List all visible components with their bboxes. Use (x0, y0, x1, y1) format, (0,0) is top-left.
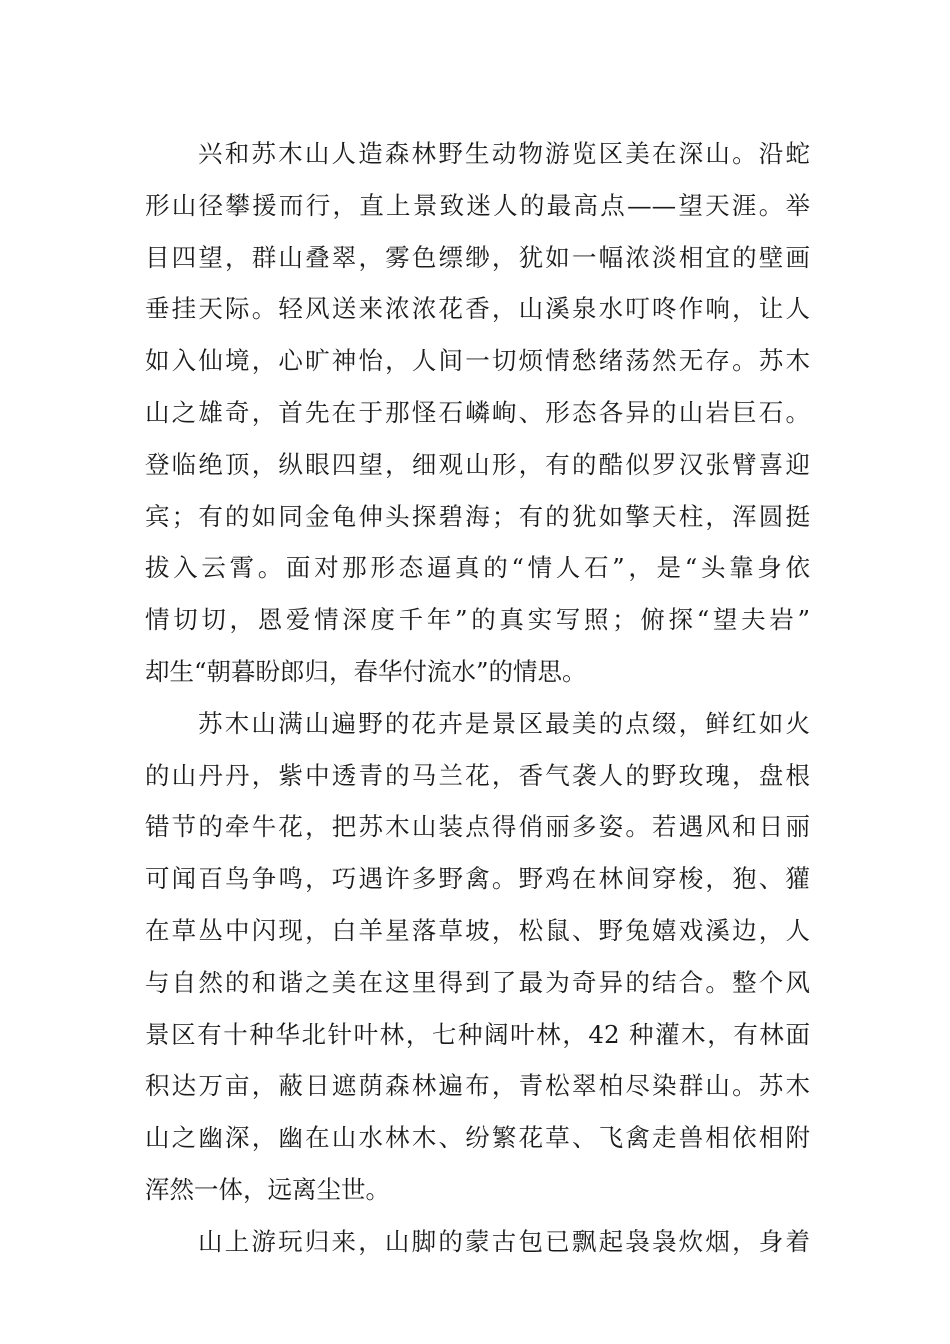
text-line: 浑然一体，远离尘世。 (145, 1174, 390, 1204)
text-line: 在草丛中闪现，白羊星落草坡，松鼠、野兔嬉戏溪边，人 (145, 915, 810, 945)
text-line: 拔入云霄。面对那形态逼真的“情人石”，是“头靠身依 (145, 553, 810, 583)
text-line: 形山径攀援而行，直上景致迷人的最高点——望天涯。举 (145, 190, 810, 220)
text-line: 景区有十种华北针叶林，七种阔叶林，42 种灌木，有林面 (145, 1019, 810, 1049)
text-line: 垂挂天际。轻风送来浓浓花香，山溪泉水叮咚作响，让人 (145, 294, 810, 324)
text-line: 可闻百鸟争鸣，巧遇许多野禽。野鸡在林间穿梭，狍、獾 (145, 864, 810, 894)
text-line: 苏木山满山遍野的花卉是景区最美的点缀，鲜红如火 (198, 708, 810, 738)
text-line: 宾；有的如同金龟伸头探碧海；有的犹如擎天柱，浑圆挺 (145, 501, 810, 531)
text-line: 山之幽深，幽在山水林木、纷繁花草、飞禽走兽相依相附 (145, 1123, 810, 1153)
text-line: 山之雄奇，首先在于那怪石嶙峋、形态各异的山岩巨石。 (145, 397, 810, 427)
text-line: 错节的牵牛花，把苏木山装点得俏丽多姿。若遇风和日丽 (145, 812, 810, 842)
text-line: 兴和苏木山人造森林野生动物游览区美在深山。沿蛇 (198, 139, 810, 168)
text-line: 登临绝顶，纵眼四望，细观山形，有的酷似罗汉张臂喜迎 (145, 449, 810, 479)
document-body (145, 128, 810, 1268)
text-line: 却生“朝暮盼郎归，春华付流水”的情思。 (145, 656, 587, 686)
text-line: 情切切，恩爱情深度千年”的真实写照；俯探“望夫岩” (145, 605, 810, 635)
text-line: 与自然的和谐之美在这里得到了最为奇异的结合。整个风 (145, 967, 810, 997)
text-line: 的山丹丹，紫中透青的马兰花，香气袭人的野玫瑰，盘根 (145, 760, 810, 790)
text-line: 积达万亩，蔽日遮荫森林遍布，青松翠柏尽染群山。苏木 (145, 1071, 810, 1101)
text-line: 目四望，群山叠翠，雾色缥缈，犹如一幅浓淡相宜的壁画 (145, 242, 810, 272)
text-line: 山上游玩归来，山脚的蒙古包已飘起袅袅炊烟，身着 (198, 1226, 810, 1256)
text-line: 如入仙境，心旷神怡，人间一切烦情愁绪荡然无存。苏木 (145, 346, 810, 376)
